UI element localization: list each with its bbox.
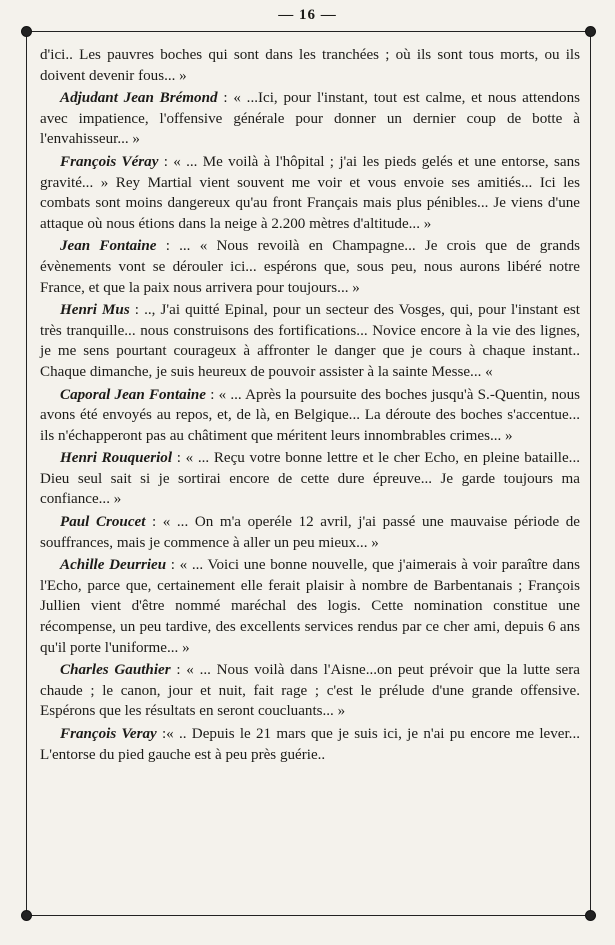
correspondent-name: Paul Croucet (60, 514, 146, 531)
left-rule (26, 31, 27, 916)
top-rule (30, 31, 586, 32)
paragraph (40, 512, 580, 553)
paragraph-text: : « ... Me voilà à l'hôpital ; j'ai les pieds gelés et une entorse, sans gravité... » Rey Martial vient souvent me voir et vous envoie ses amitiés... Ici les combats sont moins dangereux qu'au front Français mais plus pénibles... Je viens d'une attaque où nous étions dans la neige à 2.200 mètres d'altitude... » (40, 153, 581, 232)
page-number: — 16 — (278, 7, 337, 23)
correspondent-name: Achille Deurrieu (60, 557, 167, 574)
corner-ornament-top-left (21, 26, 32, 37)
paragraph-text: : « ... Nous voilà dans l'Aisne...on peut prévoir que la lutte sera chaude ; le canon, jour et nuit, fait rage ; c'est le prélude d'une grande offensive. Espérons que les résultats en seront coucluants... » (40, 662, 580, 720)
paragraph-text: : « ... On m'a operéle 12 avril, j'ai passé une mauvaise période de souffrances, mais je commence à aller un peu mieux... » (40, 514, 580, 551)
paragraph-text: : « ... Après la poursuite des boches jusqu'à S.-Quentin, nous avons été envoyés au repos, et, de là, en Belgique... La déroute des boches s'accentue... ils n'échapperont pas au châtiment que méritent leurs innombrables crimes... » (40, 386, 580, 444)
right-rule (590, 31, 591, 916)
letter-excerpts (40, 45, 580, 767)
paragraph (40, 385, 580, 447)
paragraph (40, 88, 580, 150)
correspondent-name: Jean Fontaine (60, 238, 157, 255)
correspondent-name: François Veray (60, 726, 157, 742)
paragraph-text: d'ici.. Les pauvres boches qui sont dans les tranchées ; où ils sont tous morts, ou ils doivent devenir fous... » (40, 47, 580, 84)
paragraph-text: : « ... Reçu votre bonne lettre et le cher Echo, en pleine bataille... Dieu seul sait si je sortirai encore de cette dure épreuve... Je garde toujours ma confiance... » (40, 450, 580, 508)
correspondent-name: François Véray (60, 153, 159, 170)
corner-ornament-bottom-left (21, 910, 32, 921)
paragraph-text: : « ...Ici, pour l'instant, tout est calme, et nous attendons avec impatience, l'offensive générale pour donner un dernier coup de botte à l'envahisseur... » (40, 90, 580, 148)
paragraph-text: : ... « Nous revoilà en Champagne... Je crois que de grands évènements vont se dérouler ici... espérons que, sous peu, nous aurons libéré notre France, et que la paix nous arrivera pour toujours... » (40, 238, 581, 296)
corner-ornament-top-right (585, 26, 596, 37)
paragraph (40, 300, 580, 382)
paragraph (40, 45, 580, 86)
paragraph (40, 724, 580, 765)
paragraph-text: : « ... Voici une bonne nouvelle, que j'aimerais à voir paraître dans l'Echo, parce que, certainement elle ferait plaisir à nombre de Barbentanais ; François Jullien vient d'être nommé maréchal des logis. Cette nomination constitue une récompense, un peu tardive, des excellents services rendus par ce cher ami, depuis 6 ans qu'il porte l'uniforme... » (40, 557, 580, 656)
corner-ornament-bottom-right (585, 910, 596, 921)
paragraph-text: :« .. Depuis le 21 mars que je suis ici, je n'ai pu encore me lever... L'entorse du pied gauche est à peu près guérie.. (40, 726, 580, 763)
paragraph (40, 448, 580, 510)
paragraph (40, 236, 580, 298)
paragraph (40, 555, 580, 658)
correspondent-name: Caporal Jean Fontaine (60, 386, 206, 403)
correspondent-name: Adjudant Jean Brémond (60, 90, 218, 107)
bottom-rule (30, 915, 586, 916)
correspondent-name: Henri Rouqueriol (60, 450, 173, 467)
paragraph (40, 660, 580, 722)
correspondent-name: Charles Gauthier (60, 662, 171, 679)
paragraph (40, 152, 580, 234)
paragraph-text: : .., J'ai quitté Epinal, pour un secteur des Vosges, qui, pour l'instant est très tranquille... nous construisons des fortifications... Novice encore à la vie des lignes, je me sens pourtant courageux à affronter le danger que je cours à chaque instant.. Chaque dimanche, je suis heureux de pouvoir assister à la sainte Messe... « (40, 302, 580, 380)
correspondent-name: Henri Mus (60, 302, 130, 319)
